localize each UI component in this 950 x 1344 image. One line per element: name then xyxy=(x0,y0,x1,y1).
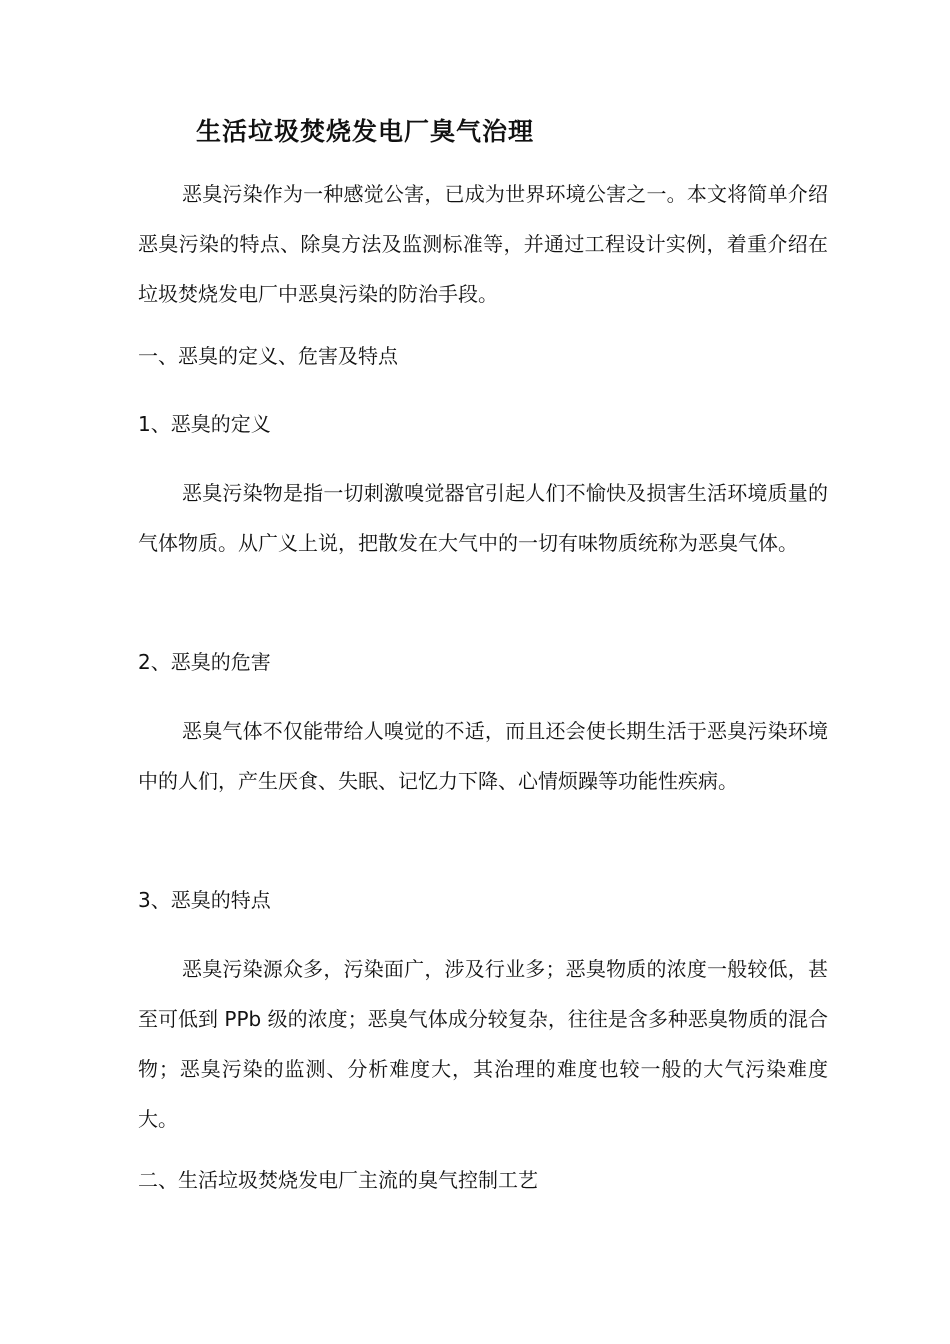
intro-paragraph: 恶臭污染作为一种感觉公害，已成为世界环境公害之一。本文将简单介绍恶臭污染的特点、除臭方法及监测标准等，并通过工程设计实例，着重介绍在垃圾焚烧发电厂中恶臭污染的防治手段。 xyxy=(138,182,828,306)
section-heading-1: 一、恶臭的定义、危害及特点 xyxy=(138,344,398,368)
harm-paragraph: 恶臭气体不仅能带给人嗅觉的不适，而且还会使长期生活于恶臭污染环境中的人们，产生厌食、失眠、记忆力下降、心情烦躁等功能性疾病。 xyxy=(138,719,828,793)
subsection-heading-definition: 1、恶臭的定义 xyxy=(138,412,271,436)
features-paragraph: 恶臭污染源众多，污染面广，涉及行业多；恶臭物质的浓度一般较低，甚至可低到 PPb 级的浓度；恶臭气体成分较复杂，往往是含多种恶臭物质的混合物；恶臭污染的监测、分析难度大，其治理的难度也较一般的大气污染难度大。 xyxy=(138,957,828,1131)
definition-paragraph: 恶臭污染物是指一切刺激嗅觉器官引起人们不愉快及损害生活环境质量的气体物质。从广义上说，把散发在大气中的一切有味物质统称为恶臭气体。 xyxy=(138,481,828,555)
document-title: 生活垃圾焚烧发电厂臭气治理 xyxy=(196,117,535,146)
section-heading-2: 二、生活垃圾焚烧发电厂主流的臭气控制工艺 xyxy=(138,1168,538,1192)
subsection-heading-features: 3、恶臭的特点 xyxy=(138,888,271,912)
subsection-heading-harm: 2、恶臭的危害 xyxy=(138,650,271,674)
